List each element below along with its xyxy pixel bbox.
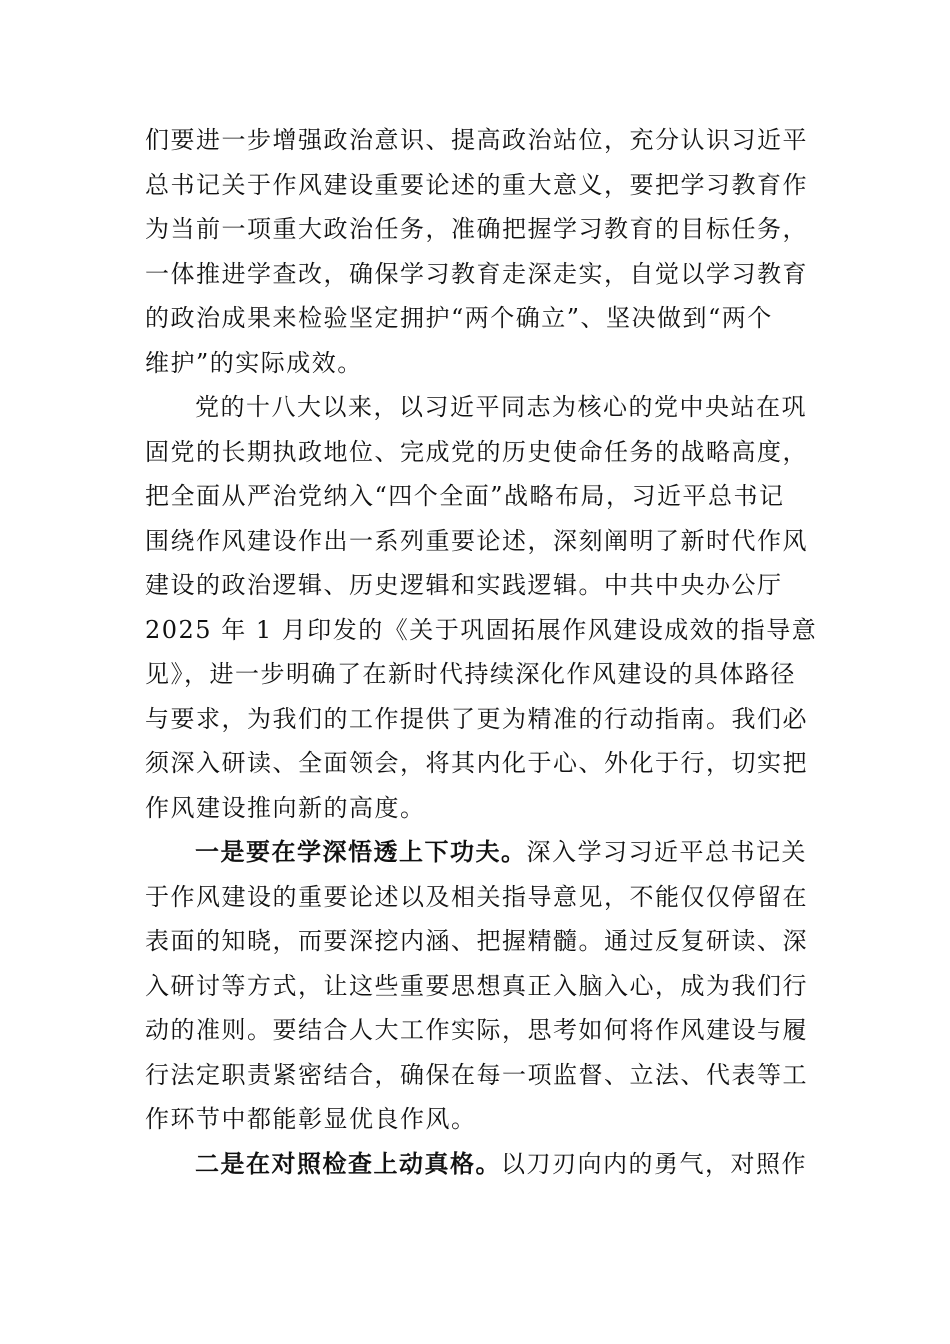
text-line: 作环节中都能彰显优良作风。 <box>145 1105 477 1133</box>
text-line: 见》，进一步明确了在新时代持续深化作风建设的具体路径 <box>145 660 796 688</box>
text-line: 表面的知晓，而要深挖内涵、把握精髓。通过反复研读、深 <box>145 927 808 955</box>
text-line: 维护”的实际成效。 <box>145 348 363 377</box>
point-text: 以刀刃向内的勇气，对照作 <box>501 1149 807 1178</box>
paragraph-point-one <box>145 830 810 1142</box>
text-line: 入研讨等方式，让这些重要思想真正入脑入心，成为我们行 <box>145 971 808 1000</box>
paragraph-point-two <box>145 1142 810 1187</box>
point-heading: 二是在对照检查上动真格。 <box>195 1148 501 1178</box>
text-line: 的政治成果来检验坚定拥护“两个确立”、坚决做到“两个 <box>145 304 773 332</box>
text-line: 行法定职责紧密结合，确保在每一项监督、立法、代表等工 <box>145 1060 808 1089</box>
paragraph-party-congress <box>145 385 818 830</box>
text-line: 须深入研读、全面领会，将其内化于心、外化于行，切实把 <box>145 749 808 777</box>
text-line <box>145 830 810 875</box>
text-line: 作风建设推向新的高度。 <box>145 793 426 822</box>
text-line: 建设的政治逻辑、历史逻辑和实践逻辑。中共中央办公厅 <box>145 571 783 599</box>
text-line <box>145 1142 810 1187</box>
text-line: 2025 年 1 月印发的《关于巩固拓展作风建设成效的指导意 <box>145 615 818 644</box>
text-line: 与要求，为我们的工作提供了更为精准的行动指南。我们必 <box>145 704 808 733</box>
text-line: 们要进一步增强政治意识、提高政治站位，充分认识习近平 <box>145 126 808 154</box>
text-line: 为当前一项重大政治任务，准确把握学习教育的目标任务， <box>145 215 808 243</box>
text-line: 党的十八大以来，以习近平同志为核心的党中央站在巩 <box>195 393 807 421</box>
text-line: 总书记关于作风建设重要论述的重大意义，要把学习教育作 <box>145 170 808 199</box>
text-line: 固党的长期执政地位、完成党的历史使命任务的战略高度， <box>145 437 808 466</box>
point-heading: 一是要在学深悟透上下功夫。 <box>195 837 527 866</box>
point-text: 深入学习习近平总书记关 <box>526 838 807 866</box>
document-body <box>145 118 818 1186</box>
text-line: 动的准则。要结合人大工作实际，思考如何将作风建设与履 <box>145 1016 808 1044</box>
text-line: 围绕作风建设作出一系列重要论述，深刻阐明了新时代作风 <box>145 526 808 555</box>
text-line: 于作风建设的重要论述以及相关指导意见，不能仅仅停留在 <box>145 882 808 911</box>
text-line: 把全面从严治党纳入“四个全面”战略布局，习近平总书记 <box>145 482 785 510</box>
text-line: 一体推进学查改，确保学习教育走深走实，自觉以学习教育 <box>145 259 808 288</box>
paragraph-continuation <box>145 118 810 385</box>
